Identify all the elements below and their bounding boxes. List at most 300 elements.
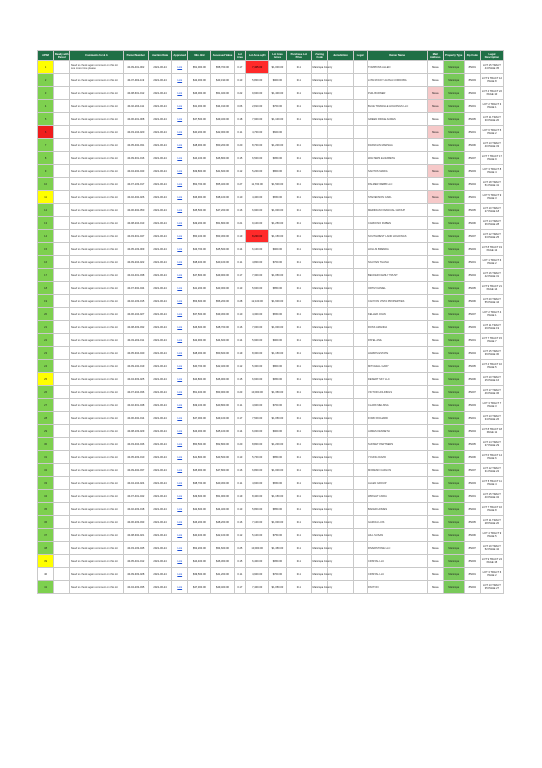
lot-acres-cell: $850.00 bbox=[269, 451, 286, 464]
owner-name-cell: PATEL ANIL bbox=[367, 334, 427, 347]
apn-cell: 35 bbox=[38, 503, 54, 516]
jurisdiction-cell bbox=[328, 126, 353, 139]
auction-date-cell: 2021-06-24 bbox=[149, 87, 172, 100]
zip-code-cell: 85203 bbox=[464, 321, 480, 334]
zoning-cell: Maricopa County bbox=[312, 139, 328, 152]
appraised-link[interactable]: Link bbox=[172, 61, 188, 74]
min-bid-cell: $45,900.00 bbox=[188, 464, 211, 477]
lot-sqft-cell: 6,100.00 bbox=[246, 243, 269, 256]
appraised-link[interactable]: Link bbox=[172, 321, 188, 334]
lot-area-cell: 0.20 bbox=[234, 139, 246, 152]
parcel-number-cell: 40-03-103-045 bbox=[123, 542, 148, 555]
property-type-cell: Maricopa bbox=[443, 191, 464, 204]
column-header: Assessed Value bbox=[211, 51, 234, 61]
legal-description-cell: LOT 19 TRACT 52 PAGE 42 bbox=[480, 542, 503, 555]
table-row bbox=[38, 451, 504, 464]
min-bid-cell: $53,600.00 bbox=[188, 295, 211, 308]
lot-area-cell: 0.15 bbox=[234, 373, 246, 386]
mail-address-cell: Mesa bbox=[427, 516, 443, 529]
zip-code-cell: 85203 bbox=[464, 243, 480, 256]
min-bid-cell: $46,200.00 bbox=[188, 516, 211, 529]
zoning-cell: Maricopa County bbox=[312, 347, 328, 360]
lot-area-cell: 0.15 bbox=[234, 555, 246, 568]
assessed-value-cell: $56,200.00 bbox=[211, 295, 234, 308]
property-type-cell: Maricopa bbox=[443, 464, 464, 477]
appraised-link[interactable]: Link bbox=[172, 334, 188, 347]
zip-code-cell: 85204 bbox=[464, 425, 480, 438]
appraised-link[interactable]: Link bbox=[172, 217, 188, 230]
mail-address-cell: Mesa bbox=[427, 451, 443, 464]
zip-code-cell: 85205 bbox=[464, 438, 480, 451]
auction-date-cell: 2021-06-24 bbox=[149, 113, 172, 126]
assessed-value-cell: $46,300.00 bbox=[211, 555, 234, 568]
parcel-number-cell: 40-09-204-022 bbox=[123, 256, 148, 269]
appraised-link[interactable]: Link bbox=[172, 516, 188, 529]
auction-date-cell: 2021-06-24 bbox=[149, 269, 172, 282]
mail-address-cell: Mesa bbox=[427, 581, 443, 594]
lot-acres-cell: $900.00 bbox=[269, 74, 286, 87]
comment-cell: Need to check again comment on this lot bbox=[70, 438, 123, 451]
appraised-link[interactable]: Link bbox=[172, 555, 188, 568]
legal-description-cell: LOT 13 TRACT 35 PAGE 27 bbox=[480, 581, 503, 594]
appraised-link[interactable]: Link bbox=[172, 503, 188, 516]
column-header: Ready with Parcel bbox=[54, 52, 69, 59]
property-type-cell: Maricopa bbox=[443, 490, 464, 503]
appraised-link[interactable]: Link bbox=[172, 243, 188, 256]
parcel-number-cell: 40-06-302-050 bbox=[123, 204, 148, 217]
ready-cell bbox=[54, 581, 70, 594]
zoning-cell: Maricopa County bbox=[312, 308, 328, 321]
owner-name-cell: BAKER HOMES bbox=[367, 503, 427, 516]
auction-date-cell: 2021-06-24 bbox=[149, 295, 172, 308]
mail-address-cell: Mesa bbox=[427, 425, 443, 438]
auction-date-cell: 2021-06-24 bbox=[149, 477, 172, 490]
owner-name-cell: MORENO CARLOS bbox=[367, 464, 427, 477]
ready-cell bbox=[54, 74, 70, 87]
ready-cell bbox=[54, 438, 70, 451]
table-row bbox=[38, 347, 504, 360]
appraised-link[interactable]: Link bbox=[172, 74, 188, 87]
column-header: Lot Area Acres bbox=[269, 51, 286, 61]
column-header: Parcel Number bbox=[123, 51, 148, 61]
lot-acres-cell: $900.00 bbox=[269, 425, 286, 438]
property-type-cell: Maricopa bbox=[443, 126, 464, 139]
appraised-link[interactable]: Link bbox=[172, 269, 188, 282]
column-header: Comments for & A bbox=[70, 51, 123, 61]
lot-sqft-cell: 5,200.00 bbox=[246, 165, 269, 178]
assessed-value-cell: $55,400.00 bbox=[211, 178, 234, 191]
lot-area-cell: 0.13 bbox=[234, 451, 246, 464]
owner-name-cell: HOLLIS BRENDA bbox=[367, 243, 427, 256]
min-bid-cell: $47,000.00 bbox=[188, 412, 211, 425]
parcel-number-cell: 40-04-202-043 bbox=[123, 165, 148, 178]
zip-code-cell: 85204 bbox=[464, 581, 480, 594]
appraised-link[interactable]: Link bbox=[172, 477, 188, 490]
column-header: Purchase Lot Price bbox=[286, 51, 311, 61]
ready-cell bbox=[54, 100, 70, 113]
lot-acres-cell: $800.00 bbox=[269, 165, 286, 178]
purchase-price-cell: R-1 bbox=[286, 490, 311, 503]
owner-name-cell bbox=[367, 126, 427, 139]
comment-cell: Need to check again comment on this lot bbox=[70, 100, 123, 113]
ready-cell bbox=[54, 542, 70, 555]
appraised-link[interactable]: Link bbox=[172, 529, 188, 542]
lot-area-cell: 0.25 bbox=[234, 542, 246, 555]
lot-acres-cell: $650.00 bbox=[269, 191, 286, 204]
column-header: Legal Description bbox=[480, 51, 503, 61]
zip-code-cell: 85206 bbox=[464, 295, 480, 308]
legal-description-cell: LOT 10 TRACT 25 PAGE 16 bbox=[480, 373, 503, 386]
legal-cell bbox=[353, 74, 367, 87]
appraised-link[interactable]: Link bbox=[172, 282, 188, 295]
parcel-number-cell: 40-05-402-031 bbox=[123, 139, 148, 152]
legal-cell bbox=[353, 373, 367, 386]
column-header: Lot Area sqFt bbox=[246, 51, 269, 61]
min-bid-cell: $40,400.00 bbox=[188, 529, 211, 542]
zoning-cell: Maricopa County bbox=[312, 113, 328, 126]
zip-code-cell: 85204 bbox=[464, 87, 480, 100]
min-bid-cell: $47,500.00 bbox=[188, 113, 211, 126]
min-bid-cell: $42,600.00 bbox=[188, 503, 211, 516]
table-row bbox=[38, 386, 504, 399]
lot-acres-cell: $1,250.00 bbox=[269, 217, 286, 230]
column-header: Auction Date bbox=[149, 51, 172, 61]
parcel-number-cell: 40-07-302-044 bbox=[123, 282, 148, 295]
parcel-number-cell: 40-06-104-027 bbox=[123, 308, 148, 321]
appraised-link[interactable]: Link bbox=[172, 139, 188, 152]
apn-cell: 33 bbox=[38, 477, 54, 490]
apn-cell: 3 bbox=[38, 87, 54, 100]
zoning-cell: Maricopa County bbox=[312, 295, 328, 308]
mail-address-cell: Mesa bbox=[427, 204, 443, 217]
legal-description-cell: LOT 14 TRACT 37 PAGE 29 bbox=[480, 438, 503, 451]
table-row bbox=[38, 412, 504, 425]
apn-cell: 7 bbox=[38, 139, 54, 152]
lot-area-cell: 0.14 bbox=[234, 334, 246, 347]
lot-area-cell: 0.20 bbox=[234, 438, 246, 451]
zip-code-cell: 85205 bbox=[464, 204, 480, 217]
legal-description-cell: LOT 7 TRACT 15 PAGE 7 bbox=[480, 334, 503, 347]
assessed-value-cell: $46,900.00 bbox=[211, 373, 234, 386]
table-row bbox=[38, 529, 504, 542]
appraised-link[interactable]: Link bbox=[172, 295, 188, 308]
appraised-link[interactable]: Link bbox=[172, 308, 188, 321]
mail-address-cell: Mesa bbox=[427, 282, 443, 295]
mail-address-cell: Mesa bbox=[427, 542, 443, 555]
appraised-link[interactable]: Link bbox=[172, 230, 188, 243]
lot-acres-cell: $1,450.00 bbox=[269, 542, 286, 555]
owner-name-cell: CLARK MELISSA bbox=[367, 399, 427, 412]
parcel-number-cell: 40-06-402-014 bbox=[123, 412, 148, 425]
legal-description-cell: LOT 9 TRACT 12 PAGE 8 bbox=[480, 74, 503, 87]
auction-date-cell: 2021-06-24 bbox=[149, 386, 172, 399]
ready-cell bbox=[54, 555, 70, 568]
zip-code-cell: 85205 bbox=[464, 360, 480, 373]
legal-cell bbox=[353, 399, 367, 412]
legal-description-cell: LOT 13 TRACT 34 PAGE 26 bbox=[480, 412, 503, 425]
assessed-value-cell: $43,000.00 bbox=[211, 282, 234, 295]
lot-sqft-cell: 10,000.00 bbox=[246, 386, 269, 399]
ready-cell bbox=[54, 321, 70, 334]
property-type-cell: Maricopa bbox=[443, 152, 464, 165]
purchase-price-cell: R-1 bbox=[286, 295, 311, 308]
appraised-link[interactable]: Link bbox=[172, 191, 188, 204]
auction-date-cell: 2021-06-24 bbox=[149, 61, 172, 74]
property-type-cell: Maricopa bbox=[443, 74, 464, 87]
min-bid-cell: $52,200.00 bbox=[188, 542, 211, 555]
legal-cell bbox=[353, 464, 367, 477]
owner-name-cell: SOUTHWEST LAND HOLDINGS bbox=[367, 230, 427, 243]
comment-cell: Need to check again comment on this lot bbox=[70, 425, 123, 438]
min-bid-cell: $44,100.00 bbox=[188, 152, 211, 165]
lot-sqft-cell: 6,500.00 bbox=[246, 152, 269, 165]
zoning-cell: Maricopa County bbox=[312, 516, 328, 529]
appraised-link[interactable]: Link bbox=[172, 87, 188, 100]
appraised-link[interactable]: Link bbox=[172, 165, 188, 178]
comment-cell: Need to check again comment on this lot bbox=[70, 74, 123, 87]
appraised-link[interactable]: Link bbox=[172, 152, 188, 165]
lot-acres-cell: $700.00 bbox=[269, 568, 286, 581]
mail-address-cell: Mesa bbox=[427, 178, 443, 191]
appraised-link[interactable]: Link bbox=[172, 100, 188, 113]
zip-code-cell: 85207 bbox=[464, 464, 480, 477]
legal-cell bbox=[353, 386, 367, 399]
legal-cell bbox=[353, 438, 367, 451]
appraised-link[interactable]: Link bbox=[172, 581, 188, 594]
zip-code-cell: 85201 bbox=[464, 126, 480, 139]
ready-cell bbox=[54, 126, 70, 139]
purchase-price-cell: R-1 bbox=[286, 399, 311, 412]
legal-description-cell: LOT 11 TRACT 29 PAGE 19 bbox=[480, 321, 503, 334]
apn-cell: 23 bbox=[38, 347, 54, 360]
purchase-price-cell: R-1 bbox=[286, 178, 311, 191]
appraised-link[interactable]: Link bbox=[172, 386, 188, 399]
owner-name-cell: HILL SUSAN bbox=[367, 529, 427, 542]
purchase-price-cell: R-1 bbox=[286, 204, 311, 217]
lot-area-cell: 0.10 bbox=[234, 191, 246, 204]
min-bid-cell: $46,600.00 bbox=[188, 321, 211, 334]
owner-name-cell: MERIDIAN FINANCIAL GROUP bbox=[367, 204, 427, 217]
auction-date-cell: 2021-06-24 bbox=[149, 74, 172, 87]
ready-cell bbox=[54, 191, 70, 204]
appraised-link[interactable]: Link bbox=[172, 204, 188, 217]
table-row bbox=[38, 204, 504, 217]
appraised-link[interactable]: Link bbox=[172, 113, 188, 126]
assessed-value-cell: $38,100.00 bbox=[211, 191, 234, 204]
ready-cell bbox=[54, 490, 70, 503]
auction-date-cell: 2021-06-24 bbox=[149, 282, 172, 295]
lot-acres-cell: $1,200.00 bbox=[269, 438, 286, 451]
assessed-value-cell: $49,320.00 bbox=[211, 113, 234, 126]
comment-cell: Need to check again comment on this lot bbox=[70, 217, 123, 230]
min-bid-cell: $49,200.00 bbox=[188, 217, 211, 230]
zip-code-cell: 85207 bbox=[464, 152, 480, 165]
purchase-price-cell: R-1 bbox=[286, 100, 311, 113]
mail-address-cell: Mesa bbox=[427, 321, 443, 334]
appraised-link[interactable]: Link bbox=[172, 568, 188, 581]
appraised-link[interactable]: Link bbox=[172, 425, 188, 438]
table-row bbox=[38, 256, 504, 269]
mail-address-cell: Mesa bbox=[427, 165, 443, 178]
legal-description-cell: LOT 12 TRACT 33 PAGE 25 bbox=[480, 230, 503, 243]
lot-sqft-cell: 9,600.00 bbox=[246, 87, 269, 100]
ready-cell bbox=[54, 412, 70, 425]
lot-acres-cell: $700.00 bbox=[269, 100, 286, 113]
assessed-value-cell: $52,800.00 bbox=[211, 438, 234, 451]
comment-cell: Need to check again comment on this lot bbox=[70, 295, 123, 308]
owner-name-cell: GARCIA LUIS bbox=[367, 516, 427, 529]
zoning-cell: Maricopa County bbox=[312, 230, 328, 243]
property-type-cell: Maricopa bbox=[443, 61, 464, 74]
appraised-link[interactable]: Link bbox=[172, 399, 188, 412]
ready-cell bbox=[54, 165, 70, 178]
lot-area-cell: 0.17 bbox=[234, 61, 246, 74]
parcel-number-cell: 40-05-203-010 bbox=[123, 451, 148, 464]
property-type-cell: Maricopa bbox=[443, 386, 464, 399]
legal-description-cell: LOT 15 TRACT 44 PAGE 35 bbox=[480, 61, 503, 74]
zip-code-cell: 85203 bbox=[464, 74, 480, 87]
zip-code-cell: 85205 bbox=[464, 113, 480, 126]
lot-sqft-cell: 7,400.00 bbox=[246, 581, 269, 594]
assessed-value-cell: $44,600.00 bbox=[211, 334, 234, 347]
min-bid-cell: $39,100.00 bbox=[188, 399, 211, 412]
appraised-link[interactable]: Link bbox=[172, 178, 188, 191]
lot-area-cell: 0.23 bbox=[234, 386, 246, 399]
apn-cell: 2 bbox=[38, 74, 54, 87]
comment-cell: Need to check again comment on this lot bbox=[70, 529, 123, 542]
zip-code-cell: 85203 bbox=[464, 477, 480, 490]
table-body bbox=[38, 61, 504, 594]
auction-date-cell: 2021-06-24 bbox=[149, 178, 172, 191]
mail-address-cell: Mesa bbox=[427, 334, 443, 347]
lot-sqft-cell: 4,400.00 bbox=[246, 191, 269, 204]
owner-name-cell: ORTIZ DANIEL bbox=[367, 282, 427, 295]
purchase-price-cell: R-1 bbox=[286, 334, 311, 347]
appraised-link[interactable]: Link bbox=[172, 126, 188, 139]
owner-name-cell: TOMPKINS ALLEN bbox=[367, 61, 427, 74]
purchase-price-cell: R-1 bbox=[286, 360, 311, 373]
legal-cell bbox=[353, 295, 367, 308]
purchase-price-cell: R-1 bbox=[286, 74, 311, 87]
min-bid-cell: $42,300.00 bbox=[188, 74, 211, 87]
ready-cell bbox=[54, 516, 70, 529]
zip-code-cell: 85201 bbox=[464, 256, 480, 269]
legal-description-cell: LOT 1 TRACT 6 PAGE 2 bbox=[480, 256, 503, 269]
table-row bbox=[38, 516, 504, 529]
appraised-link[interactable]: Link bbox=[172, 347, 188, 360]
appraised-link[interactable]: Link bbox=[172, 464, 188, 477]
parcel-number-cell: 40-04-303-025 bbox=[123, 373, 148, 386]
mail-address-cell: Mesa bbox=[427, 87, 443, 100]
appraised-link[interactable]: Link bbox=[172, 490, 188, 503]
lot-area-cell: 0.12 bbox=[234, 165, 246, 178]
property-type-cell: Maricopa bbox=[443, 178, 464, 191]
ready-cell bbox=[54, 477, 70, 490]
comment-cell: Need to check again comment on this lot bbox=[70, 87, 123, 100]
legal-description-cell: LOT 10 TRACT 27 PAGE 18 bbox=[480, 204, 503, 217]
comment-cell: Need to check again comment on this lot bbox=[70, 139, 123, 152]
mail-address-cell: Mesa bbox=[427, 503, 443, 516]
zip-code-cell: 85204 bbox=[464, 269, 480, 282]
lot-acres-cell: $1,050.00 bbox=[269, 412, 286, 425]
mail-address-cell: Mesa bbox=[427, 360, 443, 373]
min-bid-cell: $37,500.00 bbox=[188, 308, 211, 321]
appraised-link[interactable]: Link bbox=[172, 373, 188, 386]
lot-area-cell: 0.17 bbox=[234, 412, 246, 425]
legal-description-cell: LOT 4 TRACT 9 PAGE 5 bbox=[480, 529, 503, 542]
zoning-cell: Maricopa County bbox=[312, 217, 328, 230]
table-row bbox=[38, 61, 504, 74]
comment-cell: Need to check again comment on this lot one more time please bbox=[70, 61, 123, 74]
purchase-price-cell: R-1 bbox=[286, 321, 311, 334]
purchase-price-cell: R-1 bbox=[286, 256, 311, 269]
lot-sqft-cell: 9,100.00 bbox=[246, 217, 269, 230]
appraised-link[interactable]: Link bbox=[172, 412, 188, 425]
lot-area-cell: 0.16 bbox=[234, 204, 246, 217]
lot-area-cell: 0.12 bbox=[234, 529, 246, 542]
legal-cell bbox=[353, 516, 367, 529]
apn-cell: 29 bbox=[38, 425, 54, 438]
legal-cell bbox=[353, 503, 367, 516]
appraised-link[interactable]: Link bbox=[172, 360, 188, 373]
min-bid-cell: $48,900.00 bbox=[188, 139, 211, 152]
table-row bbox=[38, 217, 504, 230]
assessed-value-cell: $34,010.00 bbox=[211, 100, 234, 113]
assessed-value-cell: $51,800.00 bbox=[211, 217, 234, 230]
mail-address-cell: Mesa bbox=[427, 256, 443, 269]
zoning-cell: Maricopa County bbox=[312, 490, 328, 503]
legal-cell bbox=[353, 256, 367, 269]
appraised-link[interactable]: Link bbox=[172, 438, 188, 451]
lot-acres-cell: $900.00 bbox=[269, 243, 286, 256]
apn-cell: 32 bbox=[38, 464, 54, 477]
appraised-link[interactable]: Link bbox=[172, 451, 188, 464]
property-type-cell: Maricopa bbox=[443, 503, 464, 516]
lot-sqft-cell: 5,300.00 bbox=[246, 360, 269, 373]
ready-cell bbox=[54, 360, 70, 373]
parcel-number-cell: 40-09-303-028 bbox=[123, 568, 148, 581]
comment-cell: Need to check again comment on this lot bbox=[70, 321, 123, 334]
purchase-price-cell: R-1 bbox=[286, 373, 311, 386]
appraised-link[interactable]: Link bbox=[172, 256, 188, 269]
legal-cell bbox=[353, 139, 367, 152]
lot-sqft-cell: 2,810.00 bbox=[246, 100, 269, 113]
auction-date-cell: 2021-06-24 bbox=[149, 412, 172, 425]
zoning-cell: Maricopa County bbox=[312, 399, 328, 412]
legal-description-cell: LOT 6 TRACT 5 PAGE 2 bbox=[480, 126, 503, 139]
appraised-link[interactable]: Link bbox=[172, 542, 188, 555]
purchase-price-cell: R-1 bbox=[286, 230, 311, 243]
zoning-cell: Maricopa County bbox=[312, 178, 328, 191]
apn-cell: 12 bbox=[38, 204, 54, 217]
property-type-cell: Maricopa bbox=[443, 568, 464, 581]
assessed-value-cell: $45,500.00 bbox=[211, 243, 234, 256]
purchase-price-cell: R-1 bbox=[286, 451, 311, 464]
lot-sqft-cell: 8,700.00 bbox=[246, 139, 269, 152]
ready-cell bbox=[54, 217, 70, 230]
zip-code-cell: 85204 bbox=[464, 347, 480, 360]
lot-sqft-cell: 4,300.00 bbox=[246, 308, 269, 321]
table-row bbox=[38, 568, 504, 581]
table-row bbox=[38, 399, 504, 412]
auction-date-cell: 2021-06-24 bbox=[149, 139, 172, 152]
legal-description-cell: LOT 18 TRACT 51 PAGE 41 bbox=[480, 178, 503, 191]
owner-name-cell: FORD RICHARD bbox=[367, 412, 427, 425]
comment-cell: Need to check again comment on this lot bbox=[70, 503, 123, 516]
comment-cell: Need to check again comment on this lot bbox=[70, 269, 123, 282]
lot-acres-cell: $1,150.00 bbox=[269, 230, 286, 243]
lot-acres-cell: $900.00 bbox=[269, 334, 286, 347]
